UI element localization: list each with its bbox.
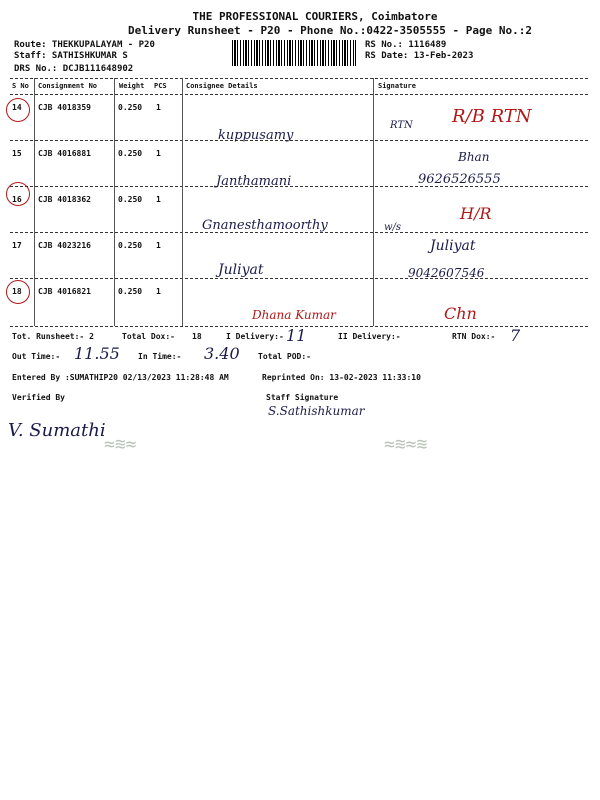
tot-runsheet: Tot. Runsheet:- 2: [12, 332, 94, 341]
consignee-handwriting: Gnanesthamoorthy: [202, 218, 328, 233]
total-dox-label: Total Dox:-: [122, 332, 175, 341]
i-delivery-hw: 11: [286, 326, 307, 345]
row-sno: 18: [12, 287, 22, 296]
row-pcs: 1: [156, 195, 161, 204]
column-divider: [182, 78, 183, 326]
row-pcs: 1: [156, 287, 161, 296]
rs-number: RS No.: 1116489: [365, 40, 447, 50]
signature-handwriting: w/s: [384, 222, 402, 233]
row-consignment: CJB 4018359: [38, 103, 91, 112]
out-time-hw: 11.55: [74, 344, 120, 363]
row-consignment: CJB 4016881: [38, 149, 91, 158]
col-consignee: Consignee Details: [186, 82, 258, 90]
row-consignment: CJB 4023216: [38, 241, 91, 250]
col-sno: S No: [12, 82, 29, 90]
row-weight: 0.250: [118, 149, 143, 158]
row-weight: 0.250: [118, 195, 143, 204]
i-delivery-label: I Delivery:-: [226, 332, 284, 341]
row-pcs: 1: [156, 149, 161, 158]
row-pcs: 1: [156, 103, 161, 112]
total-pod-label: Total POD:-: [258, 352, 311, 361]
ii-delivery-label: II Delivery:-: [338, 332, 401, 341]
verified-signature: V. Sumathi: [8, 420, 106, 441]
signature-red-note: Chn: [444, 304, 477, 323]
row-sno: 14: [12, 103, 22, 112]
staff-signature-label: Staff Signature: [266, 393, 339, 402]
row-sno: 17: [12, 241, 22, 250]
verified-by-label: Verified By: [12, 393, 65, 402]
total-dox-value: 18: [192, 332, 202, 341]
column-divider: [34, 78, 35, 326]
row-rule: [10, 186, 588, 187]
rtn-dox-hw: 7: [510, 326, 521, 345]
signature-red-note: R/B RTN: [452, 106, 532, 127]
in-time-hw: 3.40: [204, 344, 240, 363]
row-rule: [10, 140, 588, 141]
barcode-image: [232, 40, 356, 66]
faded-stamp: ≈≋≈≋: [384, 434, 428, 455]
staff-signature-hw: S.Sathishkumar: [268, 404, 365, 418]
row-weight: 0.250: [118, 241, 143, 250]
header-rule: [10, 94, 588, 95]
table-top-rule: [10, 78, 588, 79]
out-time-label: Out Time:-: [12, 352, 61, 361]
company-title: THE PROFESSIONAL COURIERS, Coimbatore: [192, 10, 438, 23]
route-field: Route: THEKKUPALAYAM - P20: [14, 40, 155, 50]
reprinted-on: Reprinted On: 13-02-2023 11:33:10: [262, 373, 421, 382]
signature-phone: 9626526555: [418, 172, 501, 187]
signature-handwriting: Bhan: [458, 150, 490, 164]
consignee-handwriting: Juliyat: [218, 262, 264, 278]
rs-date: RS Date: 13-Feb-2023: [365, 51, 474, 61]
signature-handwriting: RTN: [390, 120, 413, 131]
faded-stamp: ≈≋≈: [104, 434, 137, 455]
rtn-dox-label: RTN Dox:-: [452, 332, 496, 341]
column-divider: [373, 78, 374, 326]
row-weight: 0.250: [118, 287, 143, 296]
col-pcs: PCS: [154, 82, 167, 90]
row-consignment: CJB 4016821: [38, 287, 91, 296]
col-signature: Signature: [378, 82, 416, 90]
col-weight: Weight: [119, 82, 145, 90]
runsheet-subtitle: Delivery Runsheet - P20 - Phone No.:0422-3505555 - Page No.:2: [128, 24, 532, 37]
staff-field: Staff: SATHISHKUMAR S: [14, 51, 128, 61]
signature-phone: 9042607546: [408, 266, 485, 280]
row-sno: 15: [12, 149, 22, 158]
column-divider: [114, 78, 115, 326]
row-consignment: CJB 4018362: [38, 195, 91, 204]
row-sno: 16: [12, 195, 22, 204]
in-time-label: In Time:-: [138, 352, 182, 361]
row-weight: 0.250: [118, 103, 143, 112]
entered-by: Entered By :SUMATHIP20 02/13/2023 11:28:48 AM: [12, 373, 229, 382]
col-consignment: Consignment No: [38, 82, 98, 90]
signature-red-note: H/R: [460, 204, 492, 223]
drs-number: DRS No.: DCJB111648902: [14, 64, 134, 74]
signature-handwriting: Juliyat: [430, 238, 476, 254]
row-pcs: 1: [156, 241, 161, 250]
consignee-handwriting: Dhana Kumar: [252, 308, 336, 322]
consignee-handwriting: kuppusamy: [218, 128, 294, 143]
consignee-handwriting: Janthamani: [216, 174, 292, 189]
row-rule: [10, 278, 588, 279]
